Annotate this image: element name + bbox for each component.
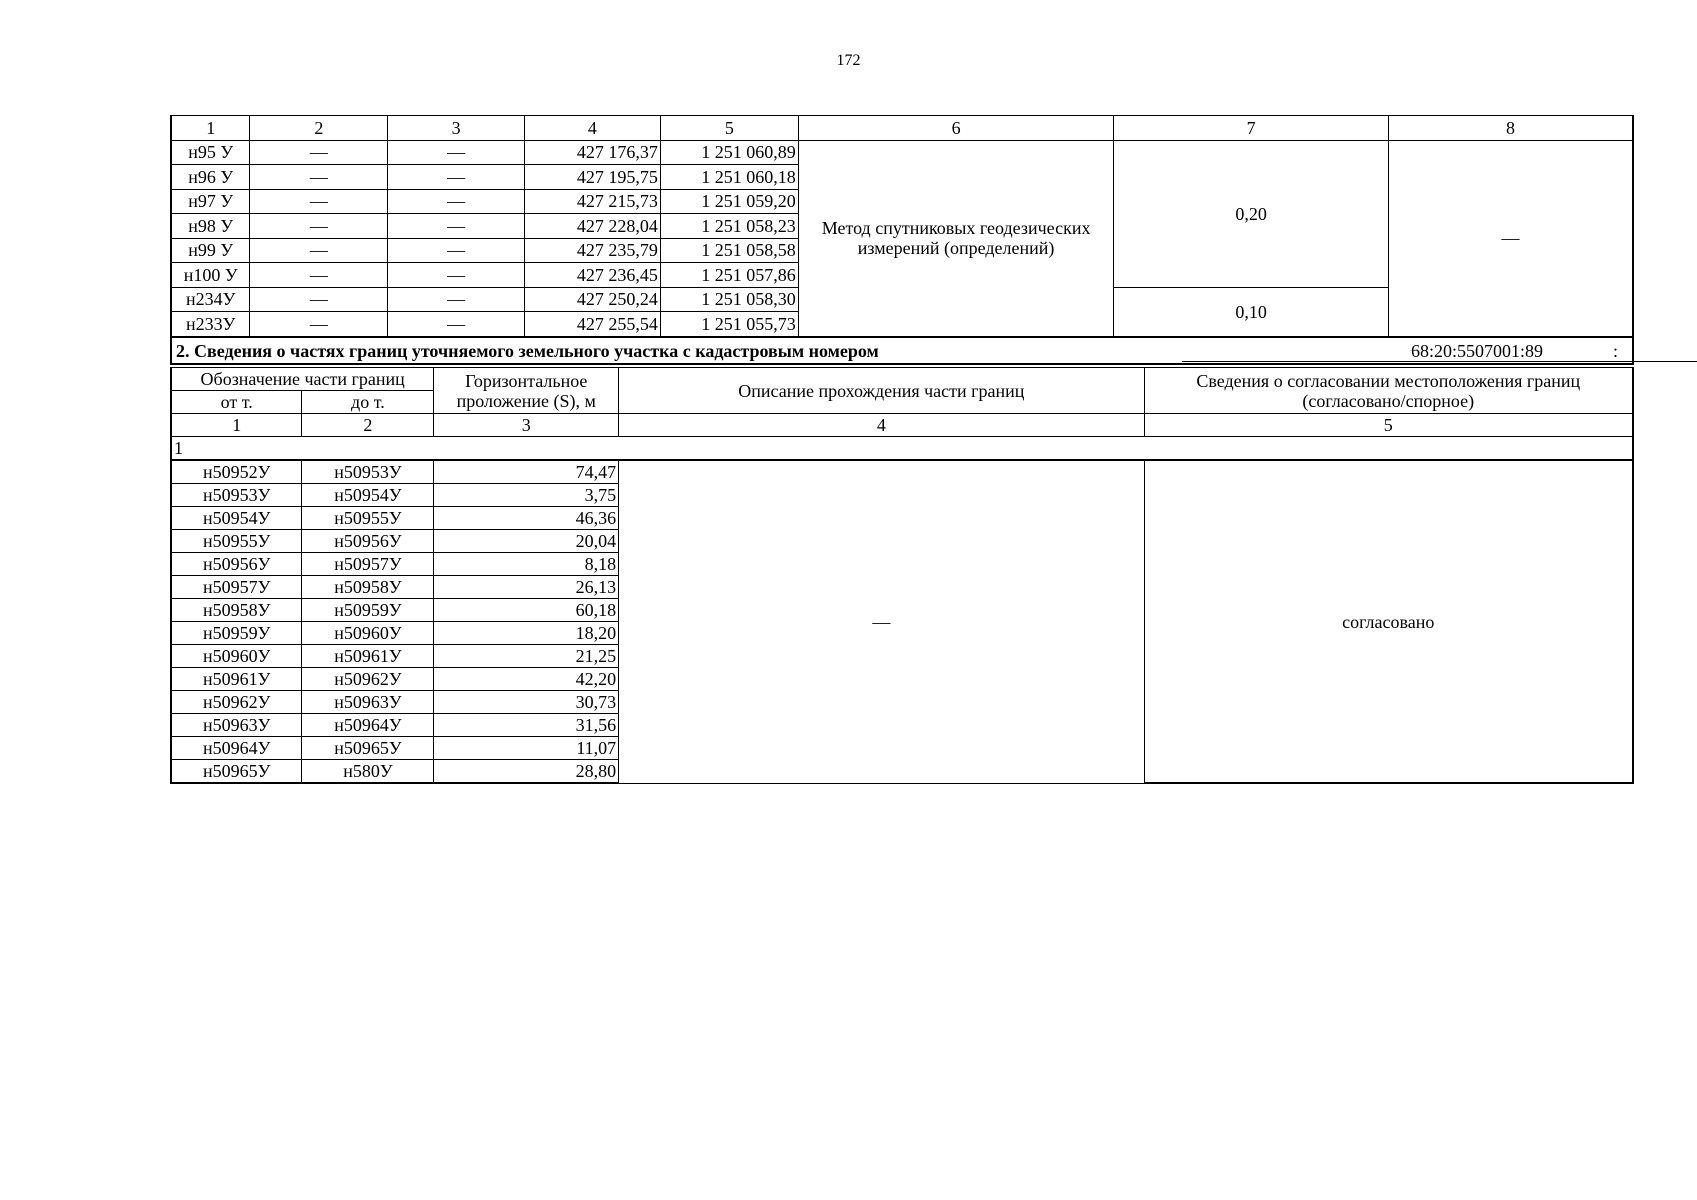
horizontal-distance: 42,20 (434, 668, 619, 691)
cell-col2: — (250, 140, 388, 165)
page-number: 172 (836, 52, 861, 69)
horizontal-distance: 28,80 (434, 760, 619, 784)
coord-x: 427 255,54 (524, 312, 660, 337)
group-row (171, 437, 1633, 461)
coord-x: 427 250,24 (524, 287, 660, 312)
point-name: н98 У (171, 214, 250, 239)
to-point: н50953У (302, 460, 434, 484)
coord-y: 1 251 060,89 (660, 140, 798, 165)
header-horizontal: Горизонтальное проложение (S), м (434, 368, 619, 414)
horizontal-distance: 30,73 (434, 691, 619, 714)
cell-col2: — (250, 214, 388, 239)
coord-x: 427 236,45 (524, 263, 660, 288)
col-number-2: 2 (302, 414, 434, 437)
cell-col2: — (250, 312, 388, 337)
col-number-1: 1 (171, 414, 302, 437)
col-number-5: 5 (1144, 414, 1633, 437)
header-from: от т. (171, 391, 302, 414)
coord-x: 427 215,73 (524, 189, 660, 214)
horizontal-distance: 20,04 (434, 530, 619, 553)
horizontal-distance: 60,18 (434, 599, 619, 622)
cell-col3: — (388, 189, 525, 214)
point-name: н100 У (171, 263, 250, 288)
horizontal-distance: 11,07 (434, 737, 619, 760)
cadastral-number: 68:20:5507001:89 (1182, 340, 1697, 362)
coord-y: 1 251 058,23 (660, 214, 798, 239)
to-point: н50960У (302, 622, 434, 645)
col8-cell: — (1388, 140, 1633, 336)
section-2-colon: : (1612, 341, 1618, 361)
from-point: н50964У (171, 737, 302, 760)
section-2-title: 2. Сведения о частях границ уточняемого земельного участка с кадастровым номером (176, 341, 879, 361)
to-point: н50955У (302, 507, 434, 530)
group-label: 1 (171, 437, 1633, 461)
col-number-2: 2 (250, 116, 388, 141)
table-row (171, 460, 1633, 484)
method-cell: Метод спутниковых геодезических измерений (определений) (798, 140, 1114, 336)
column-number-row (171, 414, 1633, 437)
header-to: до т. (302, 391, 434, 414)
point-name: н99 У (171, 238, 250, 263)
coord-y: 1 251 058,30 (660, 287, 798, 312)
coord-x: 427 176,37 (524, 140, 660, 165)
header-agreement: Сведения о согласовании местоположения границ (согласовано/спорное) (1144, 368, 1633, 414)
from-point: н50953У (171, 484, 302, 507)
point-name: н234У (171, 287, 250, 312)
cell-col3: — (388, 312, 525, 337)
coord-y: 1 251 055,73 (660, 312, 798, 337)
column-number-row (171, 116, 1633, 141)
from-point: н50957У (171, 576, 302, 599)
from-point: н50955У (171, 530, 302, 553)
horizontal-distance: 8,18 (434, 553, 619, 576)
col-number-6: 6 (798, 116, 1114, 141)
section-2-header (170, 337, 1634, 365)
to-point: н50959У (302, 599, 434, 622)
header-description: Описание прохождения части границ (619, 368, 1144, 414)
table-row (171, 140, 1633, 165)
col-number-1: 1 (171, 116, 250, 141)
point-name: н97 У (171, 189, 250, 214)
header-part: Обозначение части границ (171, 368, 434, 391)
from-point: н50956У (171, 553, 302, 576)
col-number-4: 4 (619, 414, 1144, 437)
to-point: н50962У (302, 668, 434, 691)
to-point: н50965У (302, 737, 434, 760)
coord-y: 1 251 058,58 (660, 238, 798, 263)
horizontal-distance: 46,36 (434, 507, 619, 530)
cell-col3: — (388, 263, 525, 288)
from-point: н50963У (171, 714, 302, 737)
horizontal-distance: 26,13 (434, 576, 619, 599)
to-point: н50957У (302, 553, 434, 576)
to-point: н50963У (302, 691, 434, 714)
from-point: н50962У (171, 691, 302, 714)
point-name: н95 У (171, 140, 250, 165)
col-number-4: 4 (524, 116, 660, 141)
coord-x: 427 228,04 (524, 214, 660, 239)
from-point: н50961У (171, 668, 302, 691)
coord-x: 427 195,75 (524, 165, 660, 190)
from-point: н50958У (171, 599, 302, 622)
to-point: н50954У (302, 484, 434, 507)
horizontal-distance: 31,56 (434, 714, 619, 737)
point-name: н233У (171, 312, 250, 337)
horizontal-distance: 18,20 (434, 622, 619, 645)
from-point: н50959У (171, 622, 302, 645)
point-name: н96 У (171, 165, 250, 190)
from-point: н50960У (171, 645, 302, 668)
cell-col2: — (250, 189, 388, 214)
col-number-5: 5 (660, 116, 798, 141)
header-row (171, 368, 1633, 391)
coordinates-table (170, 115, 1634, 337)
boundary-parts-table (170, 367, 1634, 784)
col-number-8: 8 (1388, 116, 1633, 141)
horizontal-distance: 21,25 (434, 645, 619, 668)
cell-col3: — (388, 214, 525, 239)
to-point: н50958У (302, 576, 434, 599)
cell-col2: — (250, 287, 388, 312)
from-point: н50965У (171, 760, 302, 784)
coord-x: 427 235,79 (524, 238, 660, 263)
from-point: н50954У (171, 507, 302, 530)
description-cell: — (619, 460, 1144, 783)
to-point: н50964У (302, 714, 434, 737)
cell-col3: — (388, 165, 525, 190)
cell-col2: — (250, 263, 388, 288)
accuracy-cell-b: 0,10 (1114, 287, 1389, 336)
cell-col3: — (388, 140, 525, 165)
col-number-7: 7 (1114, 116, 1389, 141)
horizontal-distance: 74,47 (434, 460, 619, 484)
col-number-3: 3 (388, 116, 525, 141)
coord-y: 1 251 060,18 (660, 165, 798, 190)
to-point: н580У (302, 760, 434, 784)
cell-col3: — (388, 287, 525, 312)
coord-y: 1 251 059,20 (660, 189, 798, 214)
accuracy-cell-a: 0,20 (1114, 140, 1389, 287)
from-point: н50952У (171, 460, 302, 484)
to-point: н50961У (302, 645, 434, 668)
cell-col3: — (388, 238, 525, 263)
horizontal-distance: 3,75 (434, 484, 619, 507)
cell-col2: — (250, 165, 388, 190)
col-number-3: 3 (434, 414, 619, 437)
to-point: н50956У (302, 530, 434, 553)
cell-col2: — (250, 238, 388, 263)
coord-y: 1 251 057,86 (660, 263, 798, 288)
agreement-cell: согласовано (1144, 460, 1633, 783)
